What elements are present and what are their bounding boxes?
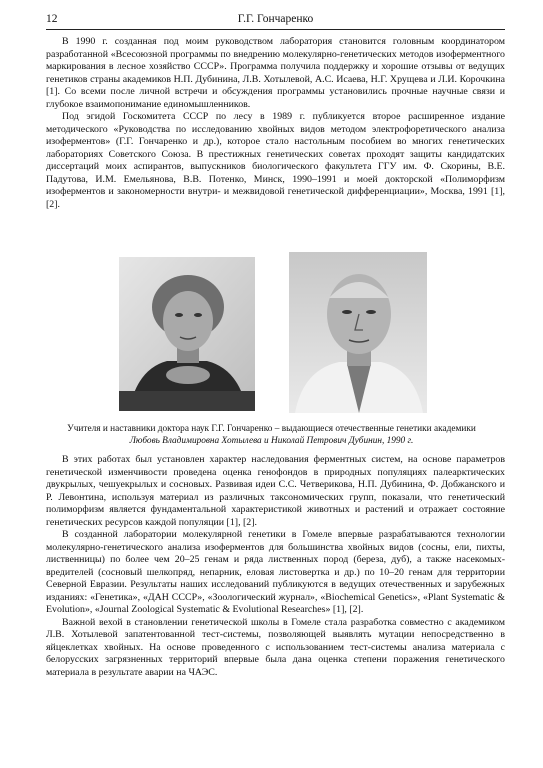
text-block-top <box>46 36 505 211</box>
paragraph: В 1990 г. созданная под моим руководством лаборатория становится головным координатором разработанной «Всесоюзной программы по внедрению молекулярно-генетических методов изоферментного маркирования в лесное хозяйство СССР». Программа получила поддержку и хорошие отзывы от ведущих генетиков страны академиков Н.П. Дубинина, Л.В. Хотылевой, А.С. Исаева, Н.Г. Хрущева и Л.И. Корочкина [1]. Со всеми после личной встречи и обсуждения программы установились прочные научные связи и глубокое взаимопонимание единомышленников. <box>46 36 505 110</box>
portrait-man-image <box>289 252 427 413</box>
paragraph: Важной вехой в становлении генетической школы в Гомеле стала разработка совместно с академиком Л.В. Хотылевой запатентованной тест-системы, позволяющей выявлять мутации непосредственно в яйцеклетках хвойных. На основе проведенного с использованием тест-системы анализа материала с белорусских загрязненных территорий впервые была дана оценка степени поражения генетического материала в результате аварии на ЧАЭС. <box>46 616 505 678</box>
paragraph: Под эгидой Госкомитета СССР по лесу в 1989 г. публикуется второе расширенное издание методического «Руководства по исследованию хвойных видов методом электрофоретического анализа изоферментов» (Г.Г. Гончаренко и др.), которое стало настольным пособием во многих генетических лабораториях Советского Союза. В престижных генетических советах проходят защиты кандидатских диссертаций моих аспирантов, выпускников биологического факультета ГГУ им. Ф. Скорины, В.Е. Падутова, И.М. Емельянова, В.В. Потенко, Минск, 1990–1991 и моей докторской «Полиморфизм изоферментов и закономерности внутри- и межвидовой генетической дифференциации», Москва, 1991 [1], [2]. <box>46 111 505 210</box>
page-header <box>46 11 505 30</box>
text-block-bottom <box>46 454 505 679</box>
photo-dubinin <box>289 252 427 413</box>
photo-khotyleva <box>119 257 255 411</box>
figure-caption <box>20 424 523 447</box>
caption-line-1: Учителя и наставники доктора наук Г.Г. Гончаренко – выдающиеся отечественные генетики академики <box>67 424 476 434</box>
paragraph: В созданной лаборатории молекулярной генетики в Гомеле впервые разрабатываются технологии молекулярно-генетического анализа изоферментов для большинства хвойных видов (сосны, ели, пихты, лиственницы) по более чем 20–25 генам и ряда лиственных пород (береза, дуб), а также насекомых-вредителей (сосновый шелкопряд, непарник, еловая листовертка и др.) по 10–20 генам для территории Северной Евразии. Результаты наших исследований публикуются в ведущих отечественных и зарубежных изданиях: «Генетика», «ДАН СССР», «Зоологический журнал», «Biochemical Genetics», «Plant Systematic & Evolution», «Journal Zoological Systematic & Evolutional Researches» [1], [2]. <box>46 529 505 615</box>
portrait-woman-image <box>119 257 255 411</box>
caption-line-2: Любовь Владимировна Хотылева и Николай Петрович Дубинин, 1990 г. <box>129 435 414 446</box>
running-head: Г.Г. Гончаренко <box>237 13 314 25</box>
paragraph: В этих работах был установлен характер наследования ферментных систем, на основе параметров генетической изменчивости проведена оценка генофондов в природных популяциях палеарктических двукрылых, чешуекрылых и сосновых. Развивая идеи С.С. Четверикова, Н.П. Дубинина, Ф. Добжанского и Р. Левонтина, используя материал из различных таксономических групп, показали, что генетический полиморфизм является фундаментальной характеристикой животных и растений и отражает состояние генетических ресурсов каждой популяции [1], [2]. <box>46 454 505 528</box>
page-number: 12 <box>46 13 58 25</box>
